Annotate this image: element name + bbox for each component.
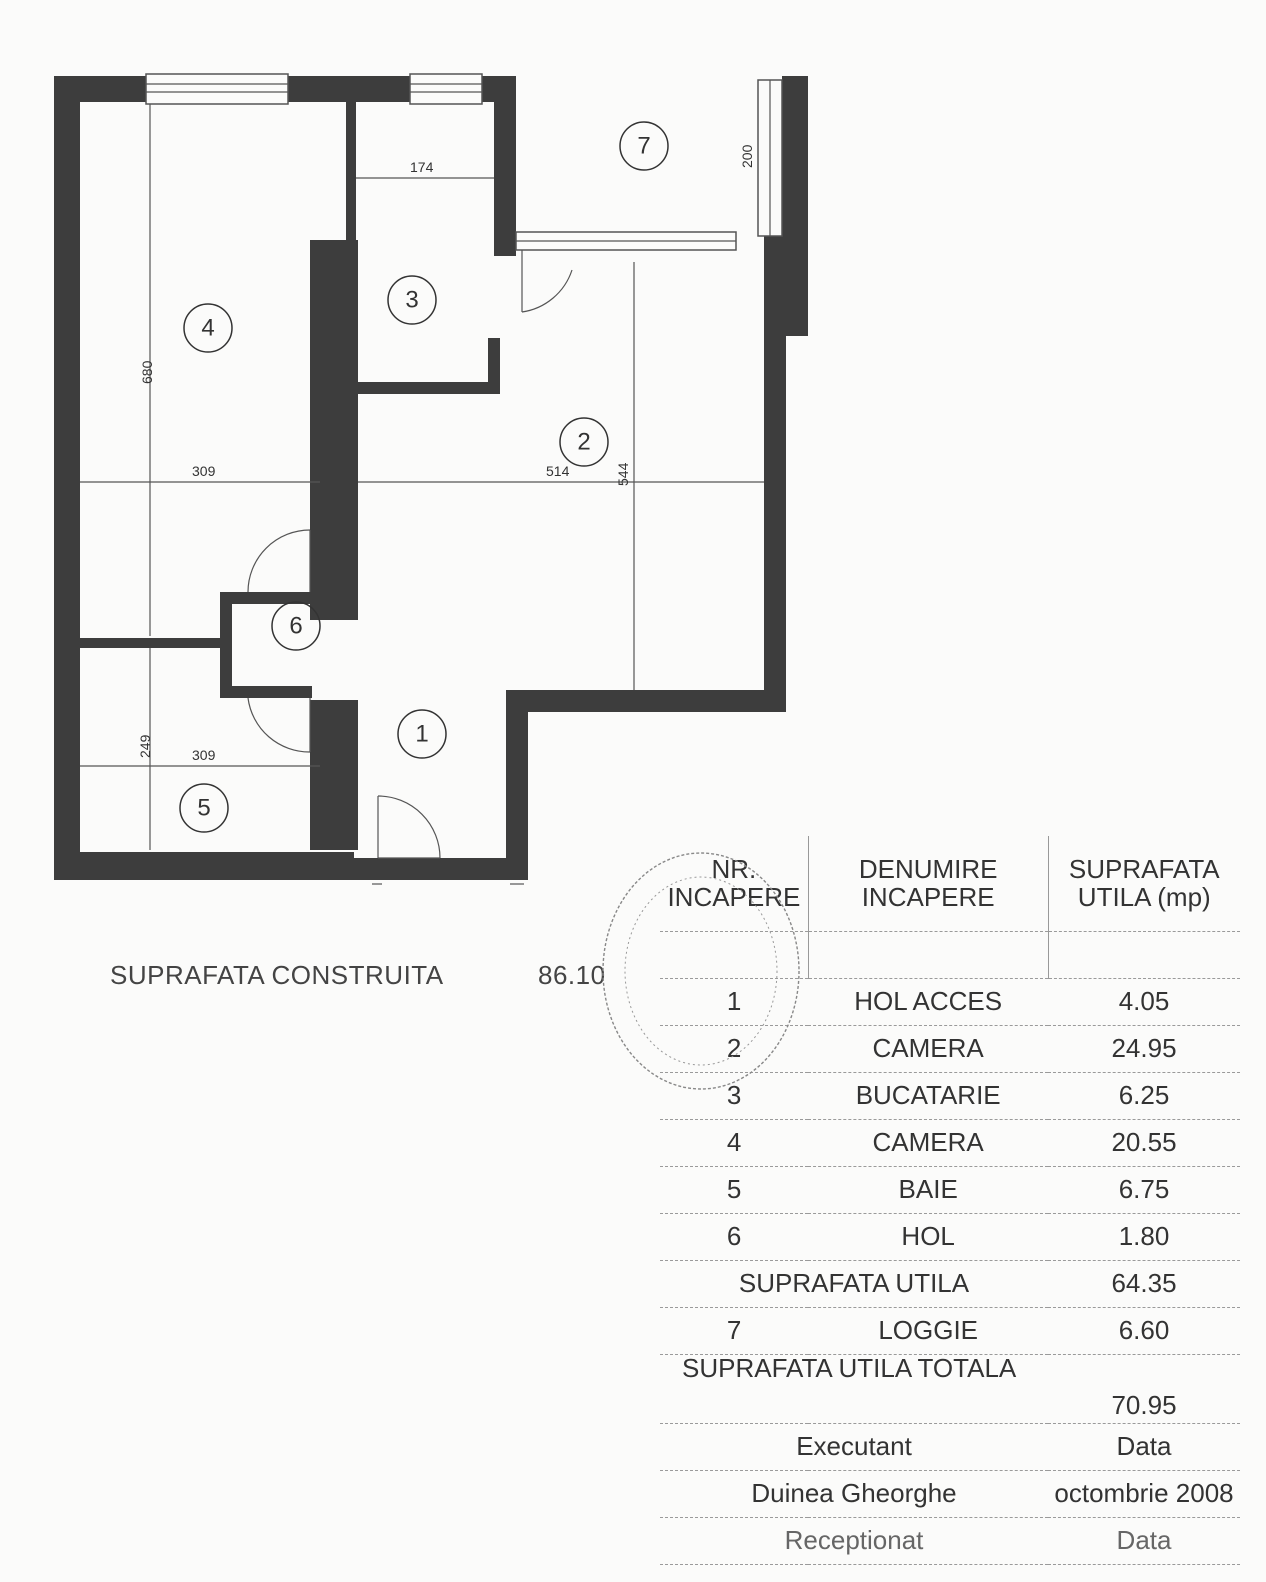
dim-309-bottom: 309 xyxy=(192,747,216,763)
dim-200: 200 xyxy=(739,144,755,168)
executant-row xyxy=(660,1471,1240,1518)
room-number-1: 1 xyxy=(415,720,429,748)
room-name-cell: HOL xyxy=(808,1214,1048,1261)
table-row xyxy=(660,1214,1240,1261)
room-number-cell: 7 xyxy=(660,1308,808,1355)
dim-544: 544 xyxy=(615,462,631,486)
room-number-cell: 3 xyxy=(660,1073,808,1120)
executant-date-label: Data xyxy=(1048,1424,1240,1471)
room-name-cell: CAMERA xyxy=(808,1120,1048,1167)
walls xyxy=(54,76,808,880)
dim-249: 249 xyxy=(137,734,153,758)
dim-514: 514 xyxy=(546,463,570,479)
receptionat-date-label: Data xyxy=(1048,1518,1240,1565)
room-area-cell: 1.80 xyxy=(1048,1214,1240,1261)
dim-174: 174 xyxy=(410,159,434,175)
room-area-cell: 6.60 xyxy=(1048,1308,1240,1355)
room-number-4: 4 xyxy=(201,314,215,342)
room-name-cell: BUCATARIE xyxy=(808,1073,1048,1120)
room-area-cell: 6.75 xyxy=(1048,1167,1240,1214)
dim-309-top: 309 xyxy=(192,463,216,479)
room-number-cell: 5 xyxy=(660,1167,808,1214)
room-number-cell: 4 xyxy=(660,1120,808,1167)
executant-label: Executant xyxy=(660,1424,1048,1471)
executant-name: Duinea Gheorghe xyxy=(660,1471,1048,1518)
table-row xyxy=(660,1167,1240,1214)
table-row xyxy=(660,1120,1240,1167)
built-area-label: SUPRAFATA CONSTRUITA xyxy=(110,960,444,990)
receptionat-label: Receptionat xyxy=(660,1518,1048,1565)
executant-date: octombrie 2008 xyxy=(1048,1471,1240,1518)
room-number-6: 6 xyxy=(289,612,303,640)
room-number-5: 5 xyxy=(197,794,211,822)
room-number-3: 3 xyxy=(405,286,419,314)
room-name-cell: HOL ACCES xyxy=(808,979,1048,1026)
room-area-cell: 20.55 xyxy=(1048,1120,1240,1167)
total-area-row xyxy=(660,1355,1240,1424)
spacer-cell xyxy=(808,932,1048,979)
room-number-2: 2 xyxy=(577,428,591,456)
useful-area-label: SUPRAFATA UTILA xyxy=(660,1261,1048,1308)
header-useful-area: SUPRAFATA UTILA (mp) xyxy=(1048,836,1240,932)
room-area-cell: 24.95 xyxy=(1048,1026,1240,1073)
built-area-value: 86.10 xyxy=(538,960,606,990)
room-name-cell: CAMERA xyxy=(808,1026,1048,1073)
windows xyxy=(146,74,782,250)
room-markers xyxy=(180,122,668,832)
useful-area-row xyxy=(660,1261,1240,1308)
header-room-number: NR. INCAPERE xyxy=(660,836,808,932)
loggia-row xyxy=(660,1308,1240,1355)
total-area-label: SUPRAFATA UTILA TOTALA xyxy=(660,1355,1048,1424)
executant-header-row xyxy=(660,1424,1240,1471)
header-room-name: DENUMIRE INCAPERE xyxy=(808,836,1048,932)
room-area-cell: 4.05 xyxy=(1048,979,1240,1026)
total-area-value: 70.95 xyxy=(1048,1355,1240,1424)
room-number-cell: 2 xyxy=(660,1026,808,1073)
room-number-cell: 1 xyxy=(660,979,808,1026)
room-area-cell: 6.25 xyxy=(1048,1073,1240,1120)
spacer-cell xyxy=(1048,932,1240,979)
receptionat-row xyxy=(660,1518,1240,1565)
dim-680: 680 xyxy=(139,360,155,384)
room-name-cell: BAIE xyxy=(808,1167,1048,1214)
stamp xyxy=(596,846,806,1096)
useful-area-value: 64.35 xyxy=(1048,1261,1240,1308)
room-name-cell: LOGGIE xyxy=(808,1308,1048,1355)
room-number-7: 7 xyxy=(637,132,651,160)
room-number-cell: 6 xyxy=(660,1214,808,1261)
